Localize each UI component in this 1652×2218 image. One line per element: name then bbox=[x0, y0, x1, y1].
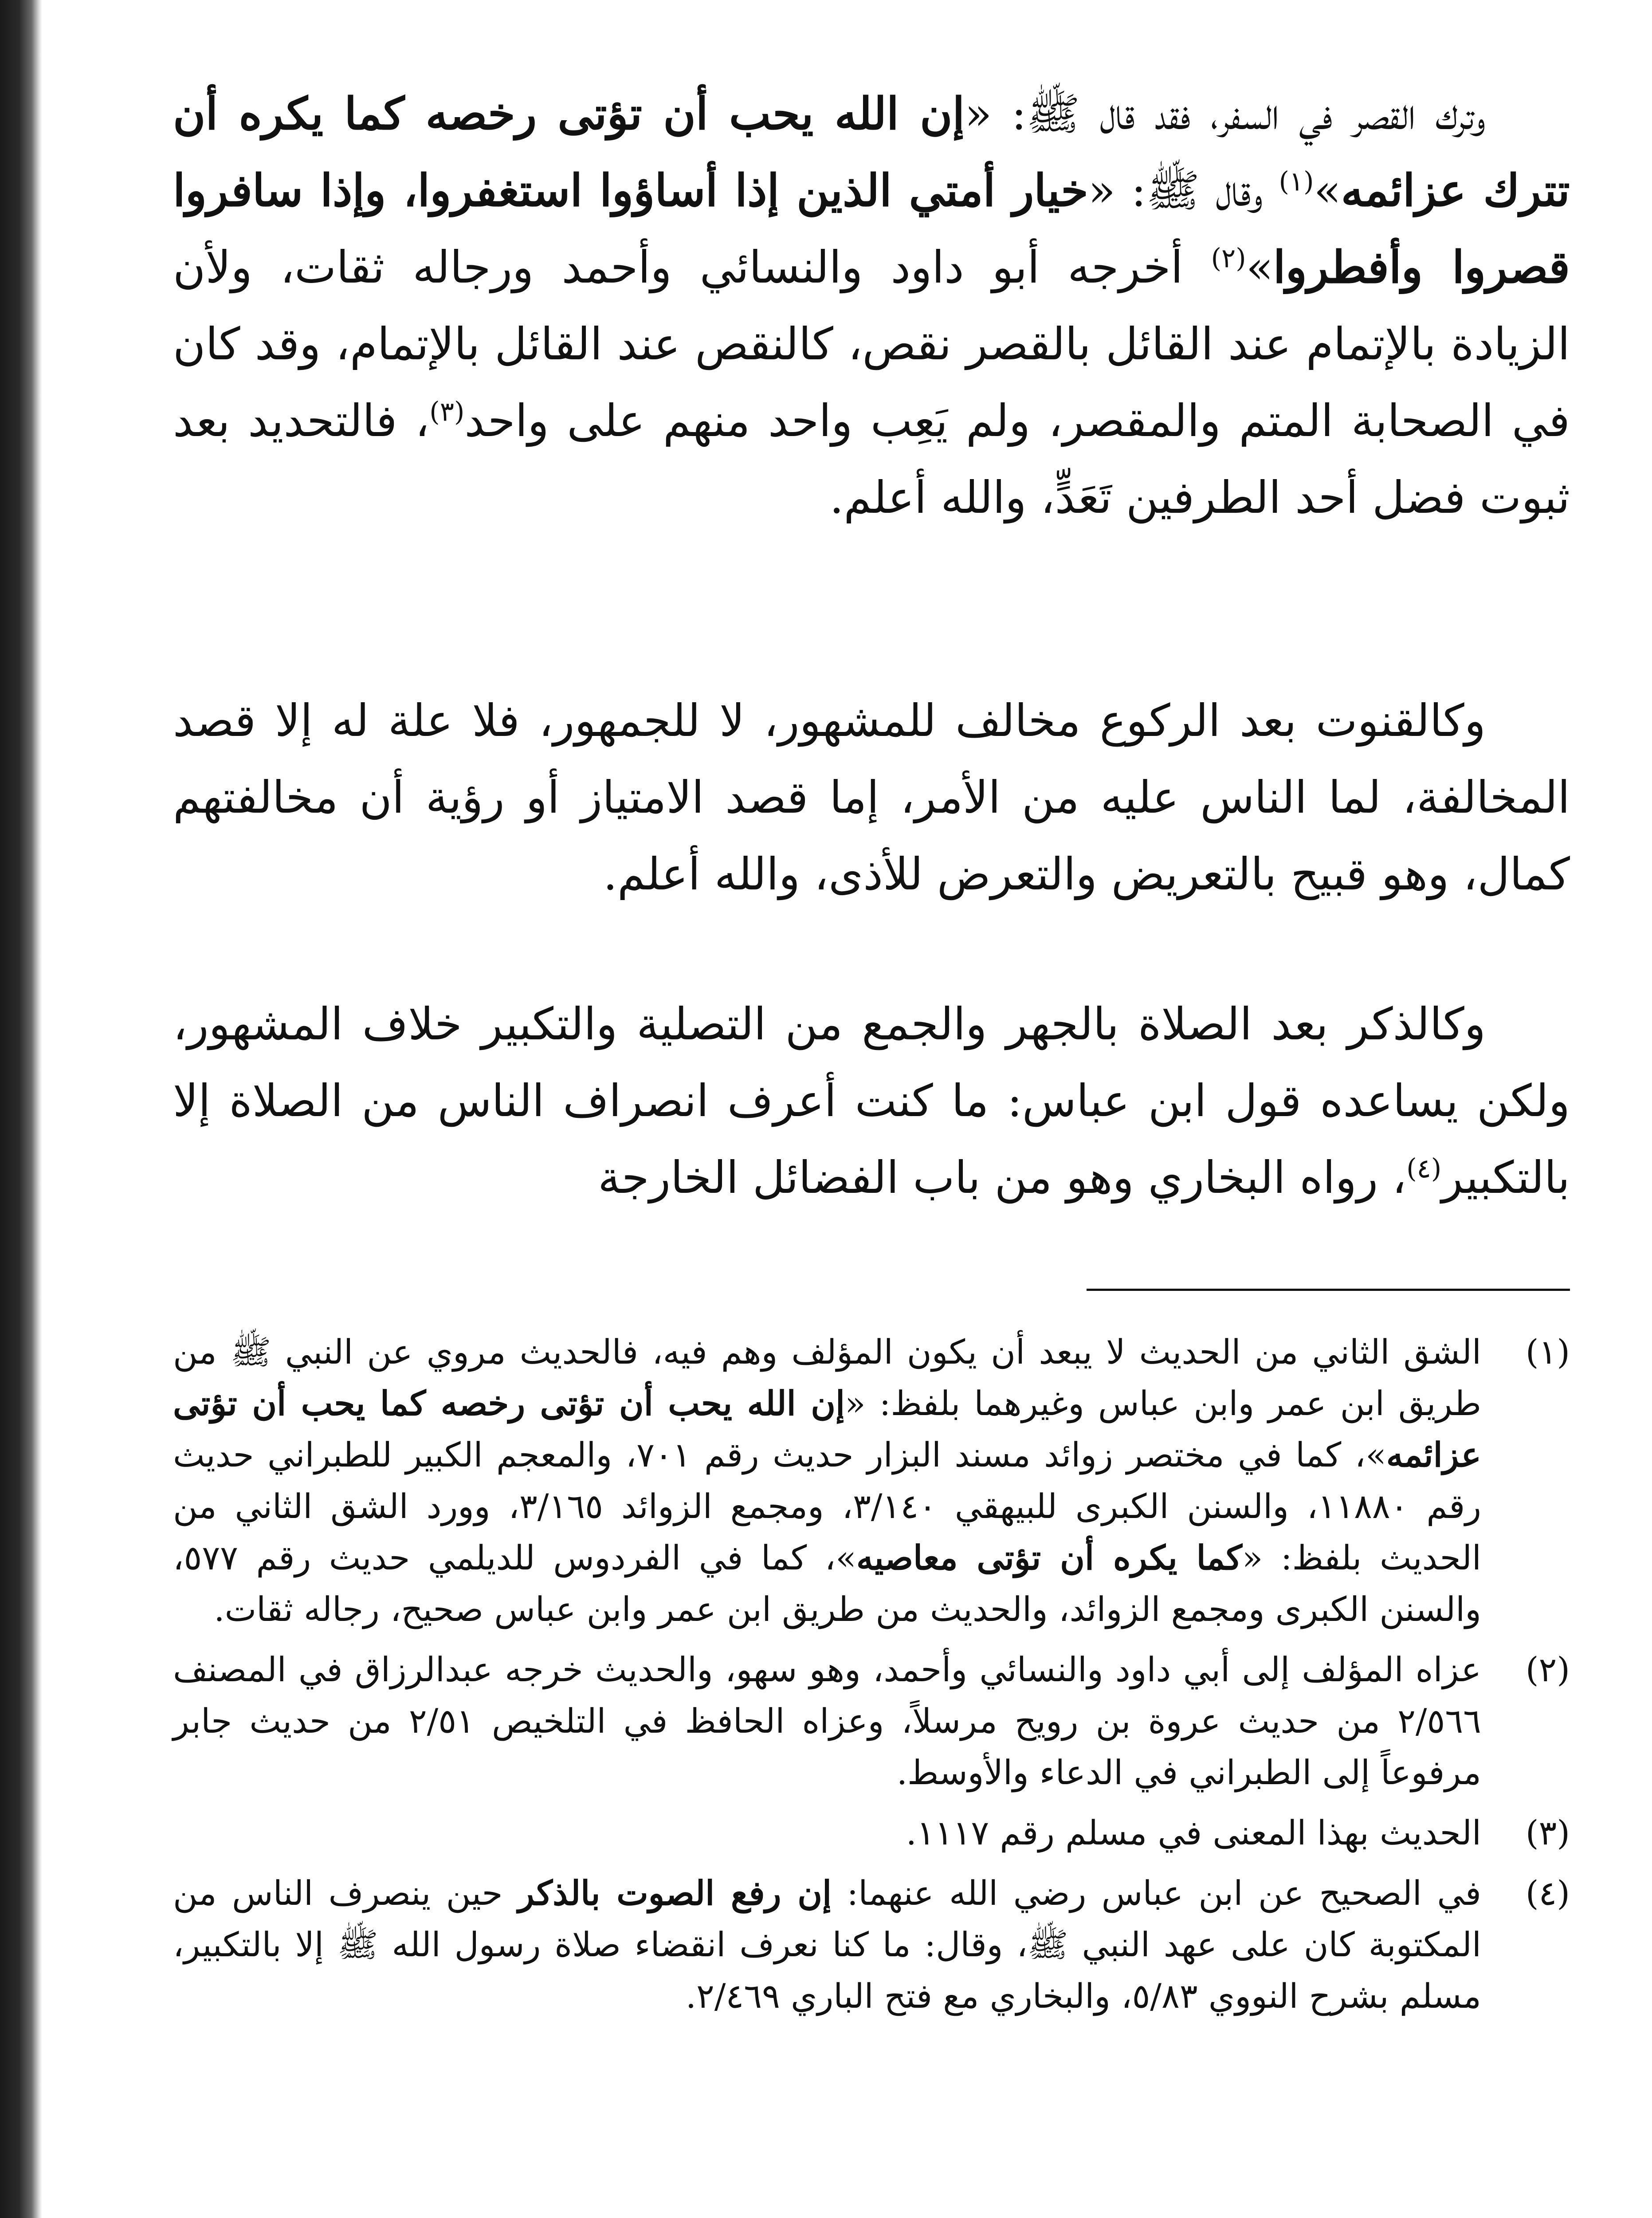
footnote-number: (٣) bbox=[1525, 1813, 1570, 1852]
footnote-text-run: في الصحيح عن ابن عباس رضي الله عنهما: bbox=[832, 1873, 1481, 1913]
hadith-quote-bold: خيار أمتي الذين إذا أساؤوا استغفروا، وإذا سافروا قصروا وأفطروا bbox=[173, 164, 1570, 293]
text-run: » bbox=[1314, 165, 1341, 216]
footnote-item bbox=[173, 1644, 1570, 1798]
text-run: ، رواه البخاري وهو من باب الفضائل الخارجة bbox=[598, 1152, 1407, 1203]
paragraph-travel-shortening bbox=[173, 75, 1570, 536]
footnote-number: (٤) bbox=[1525, 1873, 1570, 1913]
hadith-quote-bold: إن الله يحب أن تؤتى رخصه كما يكره أن تترك عزائمه bbox=[173, 87, 1570, 216]
footnote-text bbox=[173, 1326, 1481, 1635]
footnote-number: (١) bbox=[1525, 1332, 1570, 1372]
footnotes-section bbox=[173, 1326, 1570, 2031]
text-run: وقال ﷺ: « bbox=[1088, 165, 1279, 216]
footnote-item bbox=[173, 1326, 1570, 1635]
text-run: وترك القصر في السفر، فقد قال ﷺ: « bbox=[965, 88, 1486, 140]
text-run: » bbox=[1246, 241, 1273, 293]
footnote-text-run: الحديث بهذا المعنى في مسلم رقم ١١١٧. bbox=[906, 1813, 1481, 1852]
footnote-item bbox=[173, 1807, 1570, 1859]
footnote-number: (٢) bbox=[1525, 1650, 1570, 1689]
footnote-quote-bold: كما يكره أن تؤتى معاصيه bbox=[856, 1538, 1242, 1577]
footnote-text-run: »، كما في مختصر زوائد مسند البزار حديث رقم ٧٠١، والمعجم الكبير للطبراني حديث رقم ١١٨٨٠، والسنن الكبرى للبيهقي ٣/١٤٠، ومجمع الزوائد ٣/١٦٥، وورد الشق الثاني من الحديث بلفظ: « bbox=[173, 1435, 1482, 1577]
footnote-text-run: »، كما في الفردوس للديلمي حديث رقم ٥٧٧، والسنن الكبرى ومجمع الزوائد، والحديث من طريق ابن عمر وابن عباس صحيح، رجاله ثقات. bbox=[173, 1538, 1481, 1629]
footnote-ref-1: (١) bbox=[1279, 166, 1314, 197]
footnote-separator bbox=[1087, 1289, 1570, 1291]
footnote-ref-2: (٢) bbox=[1211, 243, 1246, 274]
text-run: أخرجه أبو داود والنسائي وأحمد ورجاله ثقات، ولأن الزيادة بالإتمام عند القائل بالقصر نقص، كالنقص عند القائل بالإتمام، وقد كان في الصحابة المتم والمقصر، ولم يَعِب واحد منهم على واحد bbox=[173, 241, 1570, 447]
footnote-text-run: الشق الثاني من الحديث لا يبعد أن يكون المؤلف وهم فيه، فالحديث مروي عن النبي ﷺ من طريق ابن عمر وابن عباس وغيرهما بلفظ: « bbox=[173, 1332, 1481, 1423]
paragraph-dhikr bbox=[173, 986, 1570, 1216]
footnote-text bbox=[173, 1807, 1481, 1859]
text-run: ، فالتحديد بعد ثبوت فضل أحد الطرفين تَعَدٍّ، والله أعلم. bbox=[173, 395, 1570, 523]
footnote-text bbox=[173, 1644, 1481, 1798]
footnote-quote-bold: إن رفع الصوت بالذكر bbox=[518, 1873, 832, 1913]
text-run: وكالذكر بعد الصلاة بالجهر والجمع من التصلية والتكبير خلاف المشهور، ولكن يساعده قول ابن عباس: ما كنت أعرف انصراف الناس من الصلاة إلا بالتكبير bbox=[173, 998, 1570, 1203]
page-binding-shadow bbox=[0, 0, 42, 2218]
footnote-quote-bold: إن الله يحب أن تؤتى رخصه كما يحب أن تؤتى عزائمه bbox=[173, 1384, 1481, 1475]
main-body bbox=[173, 75, 1570, 1216]
footnote-text-run: عزاه المؤلف إلى أبي داود والنسائي وأحمد، وهو سهو، والحديث خرجه عبدالرزاق في المصنف ٢/٥٦٦ من حديث عروة بن رويح مرسلاً، وعزاه الحافظ في التلخيص ٢/٥١ من حديث جابر مرفوعاً إلى الطبراني في الدعاء والأوسط. bbox=[173, 1650, 1481, 1792]
footnote-ref-3: (٣) bbox=[429, 396, 465, 428]
footnote-text bbox=[173, 1868, 1481, 2022]
paragraph-qunut: وكالقنوت بعد الركوع مخالف للمشهور، لا للجمهور، فلا علة له إلا قصد المخالفة، لما الناس عليه من الأمر، إما قصد الامتياز أو رؤية أن مخالفتهم كمال، وهو قبيح بالتعريض والتعرض للأذى، والله أعلم. bbox=[173, 695, 1570, 900]
footnote-text-run: حين ينصرف الناس من المكتوبة كان على عهد النبي ﷺ، وقال: ما كنا نعرف انقضاء صلاة رسول الله ﷺ إلا بالتكبير، مسلم بشرح النووي ٥/٨٣، والبخاري مع فتح الباري ٢/٤٦٩. bbox=[173, 1873, 1481, 2016]
footnote-ref-4: (٤) bbox=[1406, 1153, 1442, 1184]
footnote-item bbox=[173, 1868, 1570, 2022]
